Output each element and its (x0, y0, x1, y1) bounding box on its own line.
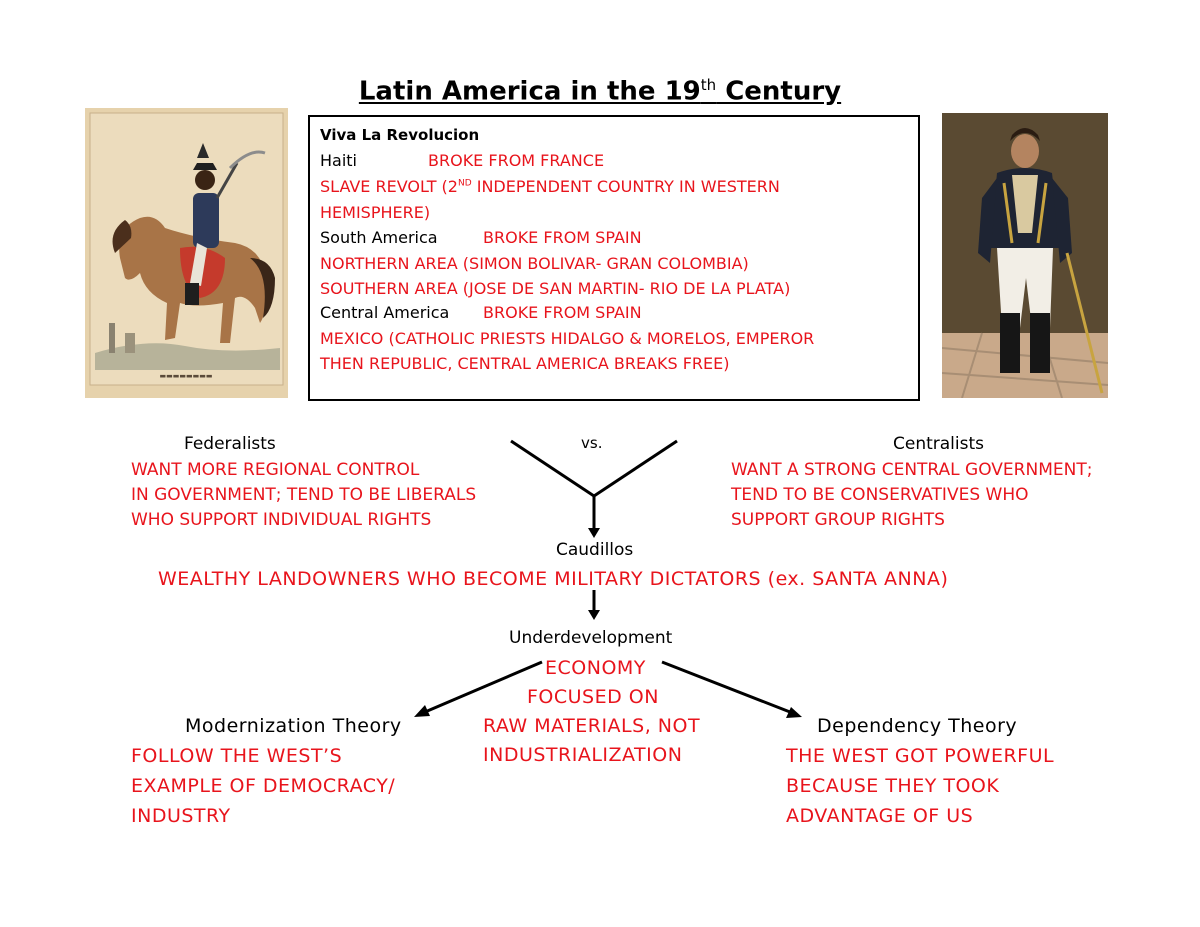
mexico-line-1: MEXICO (CATHOLIC PRIESTS HIDALGO & MORELOS, EMPEROR (320, 329, 815, 348)
haiti-value: BROKE FROM FRANCE (428, 151, 605, 170)
northern-area-line: NORTHERN AREA (SIMON BOLIVAR- GRAN COLOMBIA) (320, 254, 749, 273)
federalists-line-2: IN GOVERNMENT; TEND TO BE LIBERALS (131, 485, 477, 505)
vs-label: vs. (581, 434, 603, 452)
southern-area-line: SOUTHERN AREA (JOSE DE SAN MARTIN- RIO DE LA PLATA) (320, 279, 791, 298)
centralists-line-1: WANT A STRONG CENTRAL GOVERNMENT; (731, 460, 1093, 480)
dependency-arrow (662, 662, 802, 718)
haiti-label: Haiti (320, 151, 357, 170)
caudillos-arrow (588, 590, 600, 620)
page-title: Latin America in the 19th Century (358, 76, 842, 107)
underdevelopment-label: Underdevelopment (509, 628, 673, 648)
federalists-line-1: WANT MORE REGIONAL CONTROL (131, 460, 420, 480)
fork-lines (511, 441, 677, 538)
mexico-line-2: THEN REPUBLIC, CENTRAL AMERICA BREAKS FREE) (320, 354, 730, 373)
modernization-label: Modernization Theory (185, 715, 402, 737)
centralists-line-2: TEND TO BE CONSERVATIVES WHO (731, 485, 1029, 505)
dependency-line-1: THE WEST GOT POWERFUL (786, 745, 1055, 767)
federalists-label: Federalists (184, 434, 276, 454)
slave-revolt-line: SLAVE REVOLT (2ND INDEPENDENT COUNTRY IN WESTERN (320, 177, 780, 196)
economy-line-1: ECONOMY (545, 657, 646, 679)
hemisphere-line: HEMISPHERE) (320, 203, 431, 222)
modernization-line-3: INDUSTRY (131, 805, 231, 827)
central-america-label: Central America (320, 303, 450, 322)
svg-text:▬▬▬▬▬▬▬▬: ▬▬▬▬▬▬▬▬ (159, 372, 213, 380)
centralists-label: Centralists (893, 434, 985, 454)
dependency-label: Dependency Theory (817, 715, 1018, 737)
federalists-line-3: WHO SUPPORT INDIVIDUAL RIGHTS (131, 510, 432, 530)
caudillos-desc: WEALTHY LANDOWNERS WHO BECOME MILITARY DICTATORS (ex. SANTA ANNA) (158, 568, 949, 590)
modernization-arrow (414, 662, 542, 717)
dependency-line-3: ADVANTAGE OF US (786, 805, 974, 827)
central-america-value: BROKE FROM SPAIN (483, 303, 642, 322)
modernization-line-2: EXAMPLE OF DEMOCRACY/ (131, 775, 396, 797)
revolution-heading: Viva La Revolucion (320, 126, 480, 144)
economy-line-4: INDUSTRIALIZATION (483, 744, 683, 766)
economy-line-2: FOCUSED ON (527, 686, 659, 708)
economy-line-3: RAW MATERIALS, NOT (483, 715, 701, 737)
dependency-line-2: BECAUSE THEY TOOK (786, 775, 1000, 797)
south-america-label: South America (320, 228, 438, 247)
caudillos-label: Caudillos (556, 540, 634, 560)
modernization-line-1: FOLLOW THE WEST’S (131, 745, 343, 767)
south-america-value: BROKE FROM SPAIN (483, 228, 642, 247)
centralists-line-3: SUPPORT GROUP RIGHTS (731, 510, 945, 530)
